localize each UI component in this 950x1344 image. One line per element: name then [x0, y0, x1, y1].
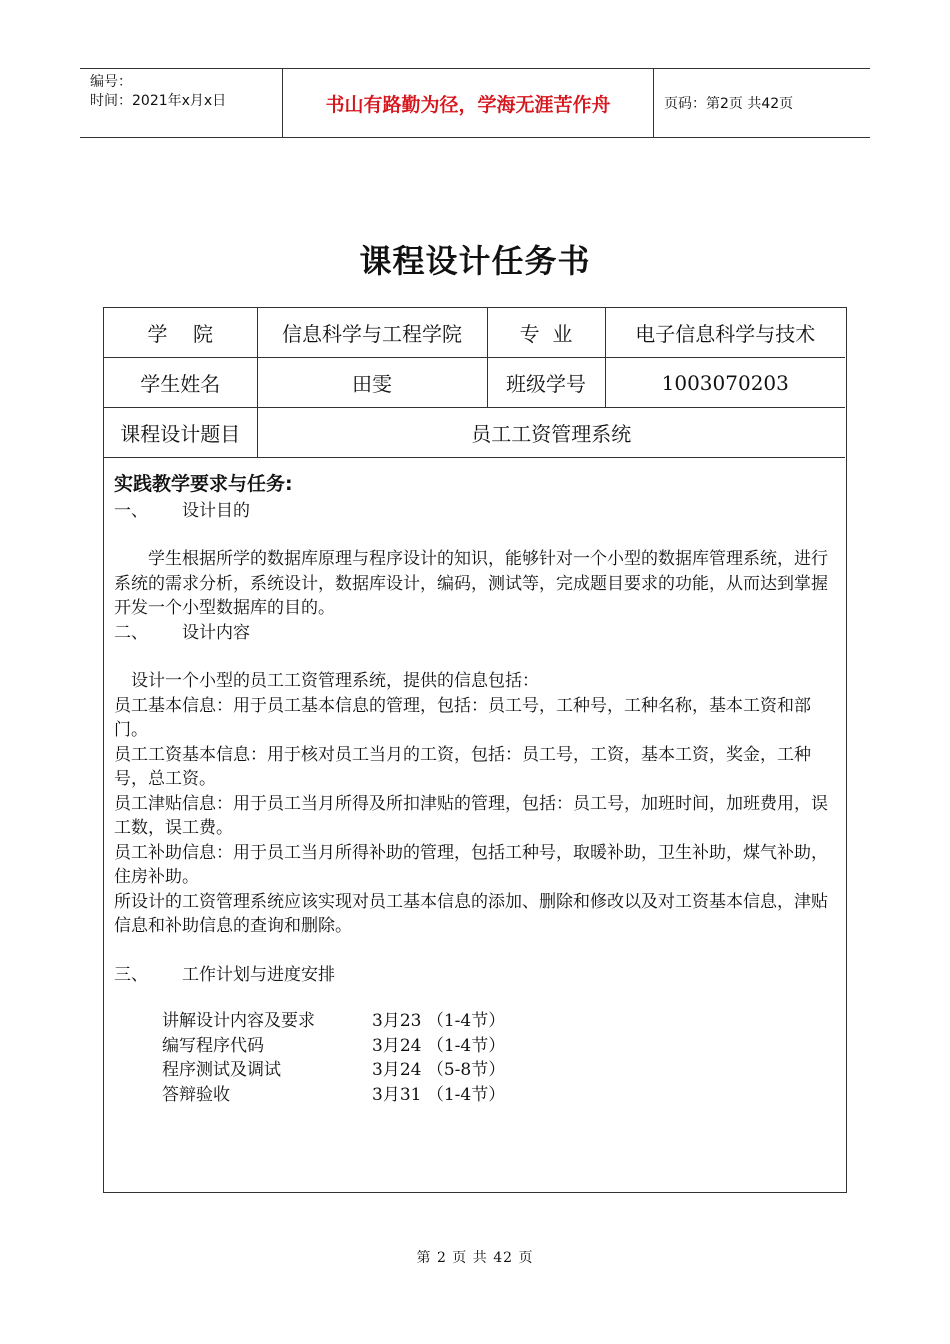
plan-time: 3月31 （1-4节）: [372, 1084, 506, 1105]
heading-text: 设计内容: [182, 622, 250, 643]
plan-time: 3月24 （1-4节）: [372, 1035, 506, 1056]
content-item: 员工工资基本信息：用于核对员工当月的工资，包括：员工号，工资，基本工资，奖金，工种号，总工资。: [114, 744, 811, 789]
task-form: [103, 307, 847, 1193]
purpose-paragraph: 学生根据所学的数据库原理与程序设计的知识，能够针对一个小型的数据库管理系统，进行系统的需求分析，系统设计，数据库设计，编码，测试等，完成题目要求的功能，从而达到掌握开发一个小型数据库的目的。: [114, 549, 828, 618]
time-label: 时间：2021年x月x日: [90, 93, 227, 109]
plan-task: 编写程序代码: [162, 1035, 264, 1056]
header-motto: 书山有路勤为径，学海无涯苦作舟: [282, 69, 654, 137]
heading-plan: [114, 963, 836, 988]
list-item: [162, 1083, 836, 1108]
class-label: 班级学号: [487, 358, 605, 408]
list-item: [162, 1058, 836, 1083]
heading-number: 二、: [114, 622, 148, 643]
table-row: [104, 358, 845, 408]
table-row: [104, 308, 845, 358]
college-value: 信息科学与工程学院: [257, 308, 487, 358]
plan-list: [162, 1009, 836, 1107]
content-item: 所设计的工资管理系统应该实现对员工基本信息的添加、删除和修改以及对工资基本信息，津贴信息和补助信息的查询和删除。: [114, 891, 828, 936]
college-label: 学 院: [104, 308, 257, 358]
major-label: 专 业: [487, 308, 605, 358]
list-item: [162, 1034, 836, 1059]
content-item: 员工津贴信息：用于员工当月所得及所扣津贴的管理，包括：员工号，加班时间，加班费用，误工数，误工费。: [114, 793, 828, 838]
content-item: 员工补助信息：用于员工当月所得补助的管理，包括工种号，取暖补助，卫生补助，煤气补助，住房补助。: [114, 842, 828, 887]
topic-value: 员工工资管理系统: [257, 408, 845, 458]
number-label: 编号：: [90, 74, 132, 90]
task-content: [104, 458, 846, 1107]
page-header: [80, 68, 870, 138]
heading-text: 设计目的: [182, 500, 250, 521]
content-item: 员工基本信息：用于员工基本信息的管理，包括：员工号，工种号，工种名称，基本工资和部门。: [114, 695, 811, 740]
heading-number: 一、: [114, 500, 148, 521]
plan-time: 3月24 （5-8节）: [372, 1060, 506, 1080]
name-value: 田雯: [257, 358, 487, 408]
heading-text: 工作计划与进度安排: [182, 964, 335, 985]
plan-task: 讲解设计内容及要求: [162, 1011, 315, 1031]
table-row: [104, 408, 845, 458]
document-title: 课程设计任务书: [359, 242, 591, 280]
header-page-info: 页码：第2页 共42页: [664, 96, 794, 112]
plan-task: 程序测试及调试: [162, 1060, 281, 1080]
section-title: 实践教学要求与任务:: [114, 473, 293, 495]
major-value: 电子信息科学与技术: [605, 308, 845, 358]
header-meta: [80, 69, 282, 137]
plan-task: 答辩验收: [162, 1084, 230, 1105]
page-footer: 第 2 页 共 42 页: [416, 1250, 534, 1266]
name-label: 学生姓名: [104, 358, 257, 408]
heading-content: [114, 621, 836, 646]
list-item: [162, 1009, 836, 1034]
content-intro: 设计一个小型的员工工资管理系统，提供的信息包括：: [131, 671, 539, 691]
plan-time: 3月23 （1-4节）: [372, 1011, 506, 1031]
topic-label: 课程设计题目: [104, 408, 257, 458]
info-table: [104, 308, 845, 458]
class-value: 1003070203: [605, 358, 845, 408]
heading-number: 三、: [114, 964, 148, 985]
heading-purpose: [114, 499, 836, 524]
